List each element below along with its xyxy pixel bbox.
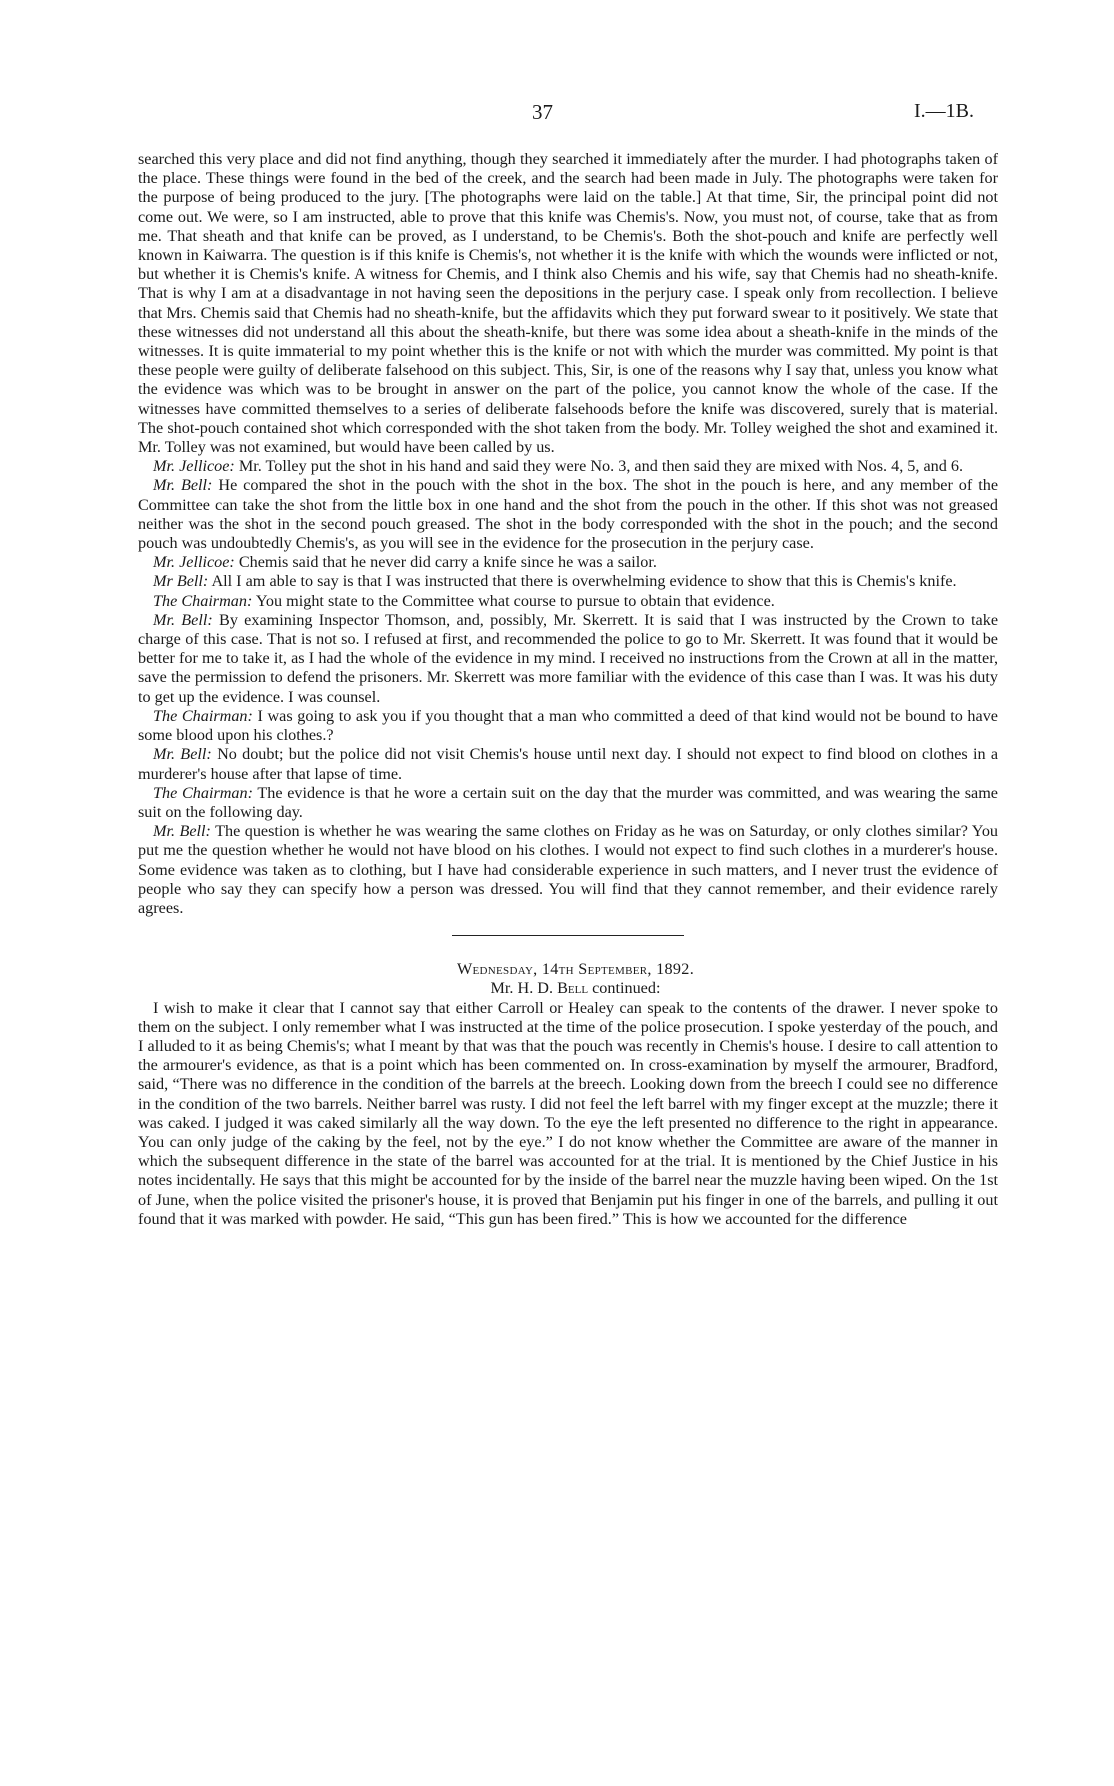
speaker-label: Mr. Bell: <box>153 745 212 764</box>
speaker-label: Mr. Bell: <box>153 476 213 495</box>
paragraph-text: The evidence is that he wore a certain suit on the day that the murder was committed, and was wearing the same suit on the following day. <box>138 783 998 821</box>
paragraph <box>138 572 998 591</box>
witness-prefix: Mr. H. D. <box>490 979 554 998</box>
witness-heading <box>138 979 998 998</box>
paragraph <box>138 707 998 745</box>
paragraph <box>138 476 998 553</box>
paragraph <box>138 611 998 707</box>
paragraph <box>138 999 998 1229</box>
paragraph-text: The question is whether he was wearing the same clothes on Friday as he was on Saturday, or only clothes similar? You put me the question whether he would not have blood on his clothes. I would not expect to find such clothes in a murderer's house. Some evidence was taken as to clothing, but I have had considerable experience in such matters, and I never trust the evidence of people who say they can specify how a person was dressed. You will find that they cannot remember, and their evidence rarely agrees. <box>138 822 999 917</box>
paragraph-text: I wish to make it clear that I cannot say that either Carroll or Healey can speak to the contents of the drawer. I never spoke to them on the subject. I only remember what I was instructed at the time of the police prosecution. I spoke yesterday of the pouch, and I alluded to it as being Chemis's; what I meant by that was that the pouch was recently in Chemis's house. I desire to call attention to the armourer's evidence, as that is a point which has been commented on. In cross-examination by myself the armourer, Bradford, said, “There was no difference in the condition of the barrels at the breech. Looking down from the breech I could see no difference in the condition of the two barrels. Neither barrel was rusty. I did not feel the left barrel with my finger except at the muzzle; there it was caked. I judged it was caked similarly all the way down. To the eye the left presented no difference to the right in appearance. You can only judge of the caking by the feel, not by the eye.” I do not know whether the Committee are aware of the manner in which the subsequent difference in the state of the barrel was accounted for at the trial. It is mentioned by the Chief Justice in his notes incidentally. He says that this might be accounted for by the inside of the barrel near the muzzle having been wiped. On the 1st of June, when the police visited the prisoner's house, it is proved that Benjamin put his finger in one of the barrels, and pulling it out found that it was marked with powder. He said, “This gun has been fired.” This is how we accounted for the difference <box>138 998 998 1228</box>
speaker-label: The Chairman: <box>153 706 253 725</box>
section-divider <box>452 935 684 936</box>
paragraph <box>138 150 998 457</box>
witness-suffix: continued: <box>592 979 661 998</box>
speaker-label: Mr. Bell: <box>153 610 213 629</box>
page-number: 37 <box>532 100 553 124</box>
speaker-label: Mr. Jellicoe: <box>153 553 235 572</box>
paragraph-text: You might state to the Committee what course to pursue to obtain that evidence. <box>255 591 775 610</box>
paragraph <box>138 822 998 918</box>
paragraph <box>138 745 998 783</box>
paragraph-text: No doubt; but the police did not visit Chemis's house until next day. I should not expect to find blood on clothes in a murderer's house after that lapse of time. <box>138 745 999 783</box>
paragraph-text: All I am able to say is that I was instructed that there is overwhelming evidence to show that this is Chemis's knife. <box>211 572 957 591</box>
paragraph <box>138 592 998 611</box>
paragraph-text: Chemis said that he never did carry a knife since he was a sailor. <box>238 553 657 572</box>
speaker-label: The Chairman: <box>153 783 254 802</box>
speaker-label: Mr. Jellicoe: <box>153 457 235 476</box>
document-body <box>138 150 998 1229</box>
document-reference: I.—1B. <box>914 100 974 122</box>
session-date: Wednesday, 14th September, 1892. <box>456 960 695 979</box>
paragraph-text: By examining Inspector Thomson, and, possibly, Mr. Skerrett. It is said that I was instructed by the Crown to take charge of this case. That is not so. I refused at first, and recommended the police to go to Mr. Skerrett. It was found that it would be better for me to take it, as I had the whole of the evidence in my mind. I received no instructions from the Crown at all in the matter, save the permission to defend the prisoners. Mr. Skerrett was more familiar with the evidence of this case than I was. It was his duty to get up the evidence. I was counsel. <box>138 610 999 706</box>
paragraph <box>138 457 998 476</box>
paragraph-text: I was going to ask you if you thought that a man who committed a deed of that kind would not be bound to have some blood upon his clothes.? <box>138 706 998 745</box>
speaker-label: Mr. Bell: <box>153 822 211 841</box>
speaker-label: Mr Bell: <box>153 572 209 591</box>
speaker-label: The Chairman: <box>153 591 253 610</box>
paragraph-text: He compared the shot in the pouch with the shot in the box. The shot in the pouch is here, and any member of the Committee can take the shot from the little box in one hand and the shot from the pouch in the other. If this shot was not greased neither was the shot in the second pouch greased. The shot in the body corresponded with the shot in the pouch; and the second pouch was undoubtedly Chemis's, as you will see in the evidence for the prosecution in the perjury case. <box>138 476 998 553</box>
paragraph <box>138 553 998 572</box>
paragraph-text: searched this very place and did not find anything, though they searched it immediately after the murder. I had photographs taken of the place. These things were found in the bed of the creek, and the search had been made in July. The photographs were taken for the purpose of being produced to the jury. [The photographs were laid on the table.] At that time, Sir, the principal point did not come out. We were, so I am instructed, able to prove that this knife was Chemis's. Now, you must not, of course, take that as from me. That sheath and that knife can be proved, as I understand, to be Chemis's. Both the shot-pouch and knife are perfectly well known in Kaiwarra. The question is if this knife is Chemis's, not whether it is the knife with which the wounds were inflicted or not, but whether it is Chemis's knife. A witness for Chemis, and I think also Chemis and his wife, say that Chemis had no sheath-knife. That is why I am at a disadvantage in not having seen the depositions in the perjury case. I speak only from recollection. I believe that Mrs. Chemis said that Chemis had no sheath-knife, but the affidavits which they put forward swear to it positively. We state that these witnesses did not understand all this about the sheath-knife, but there was some idea about a sheath-knife in the minds of the witnesses. It is quite immaterial to my point whether this is the knife or not with which the murder was committed. My point is that these people were guilty of deliberate falsehood on this subject. This, Sir, is one of the reasons why I say that, unless you know what the evidence was which was to be brought in answer on the part of the police, you cannot know the whole of the case. If the witnesses have committed themselves to a series of deliberate falsehoods before the knife was discovered, surely that is material. The shot-pouch contained shot which corresponded with the shot taken from the body. Mr. Tolley weighed the shot and examined it. Mr. Tolley was not examined, but would have been called by us. <box>138 150 998 457</box>
paragraph-text: Mr. Tolley put the shot in his hand and said they were No. 3, and then said they are mixed with Nos. 4, 5, and 6. <box>238 457 964 476</box>
page-header <box>0 100 1114 130</box>
paragraph <box>138 784 998 822</box>
witness-name: Bell <box>557 979 589 998</box>
